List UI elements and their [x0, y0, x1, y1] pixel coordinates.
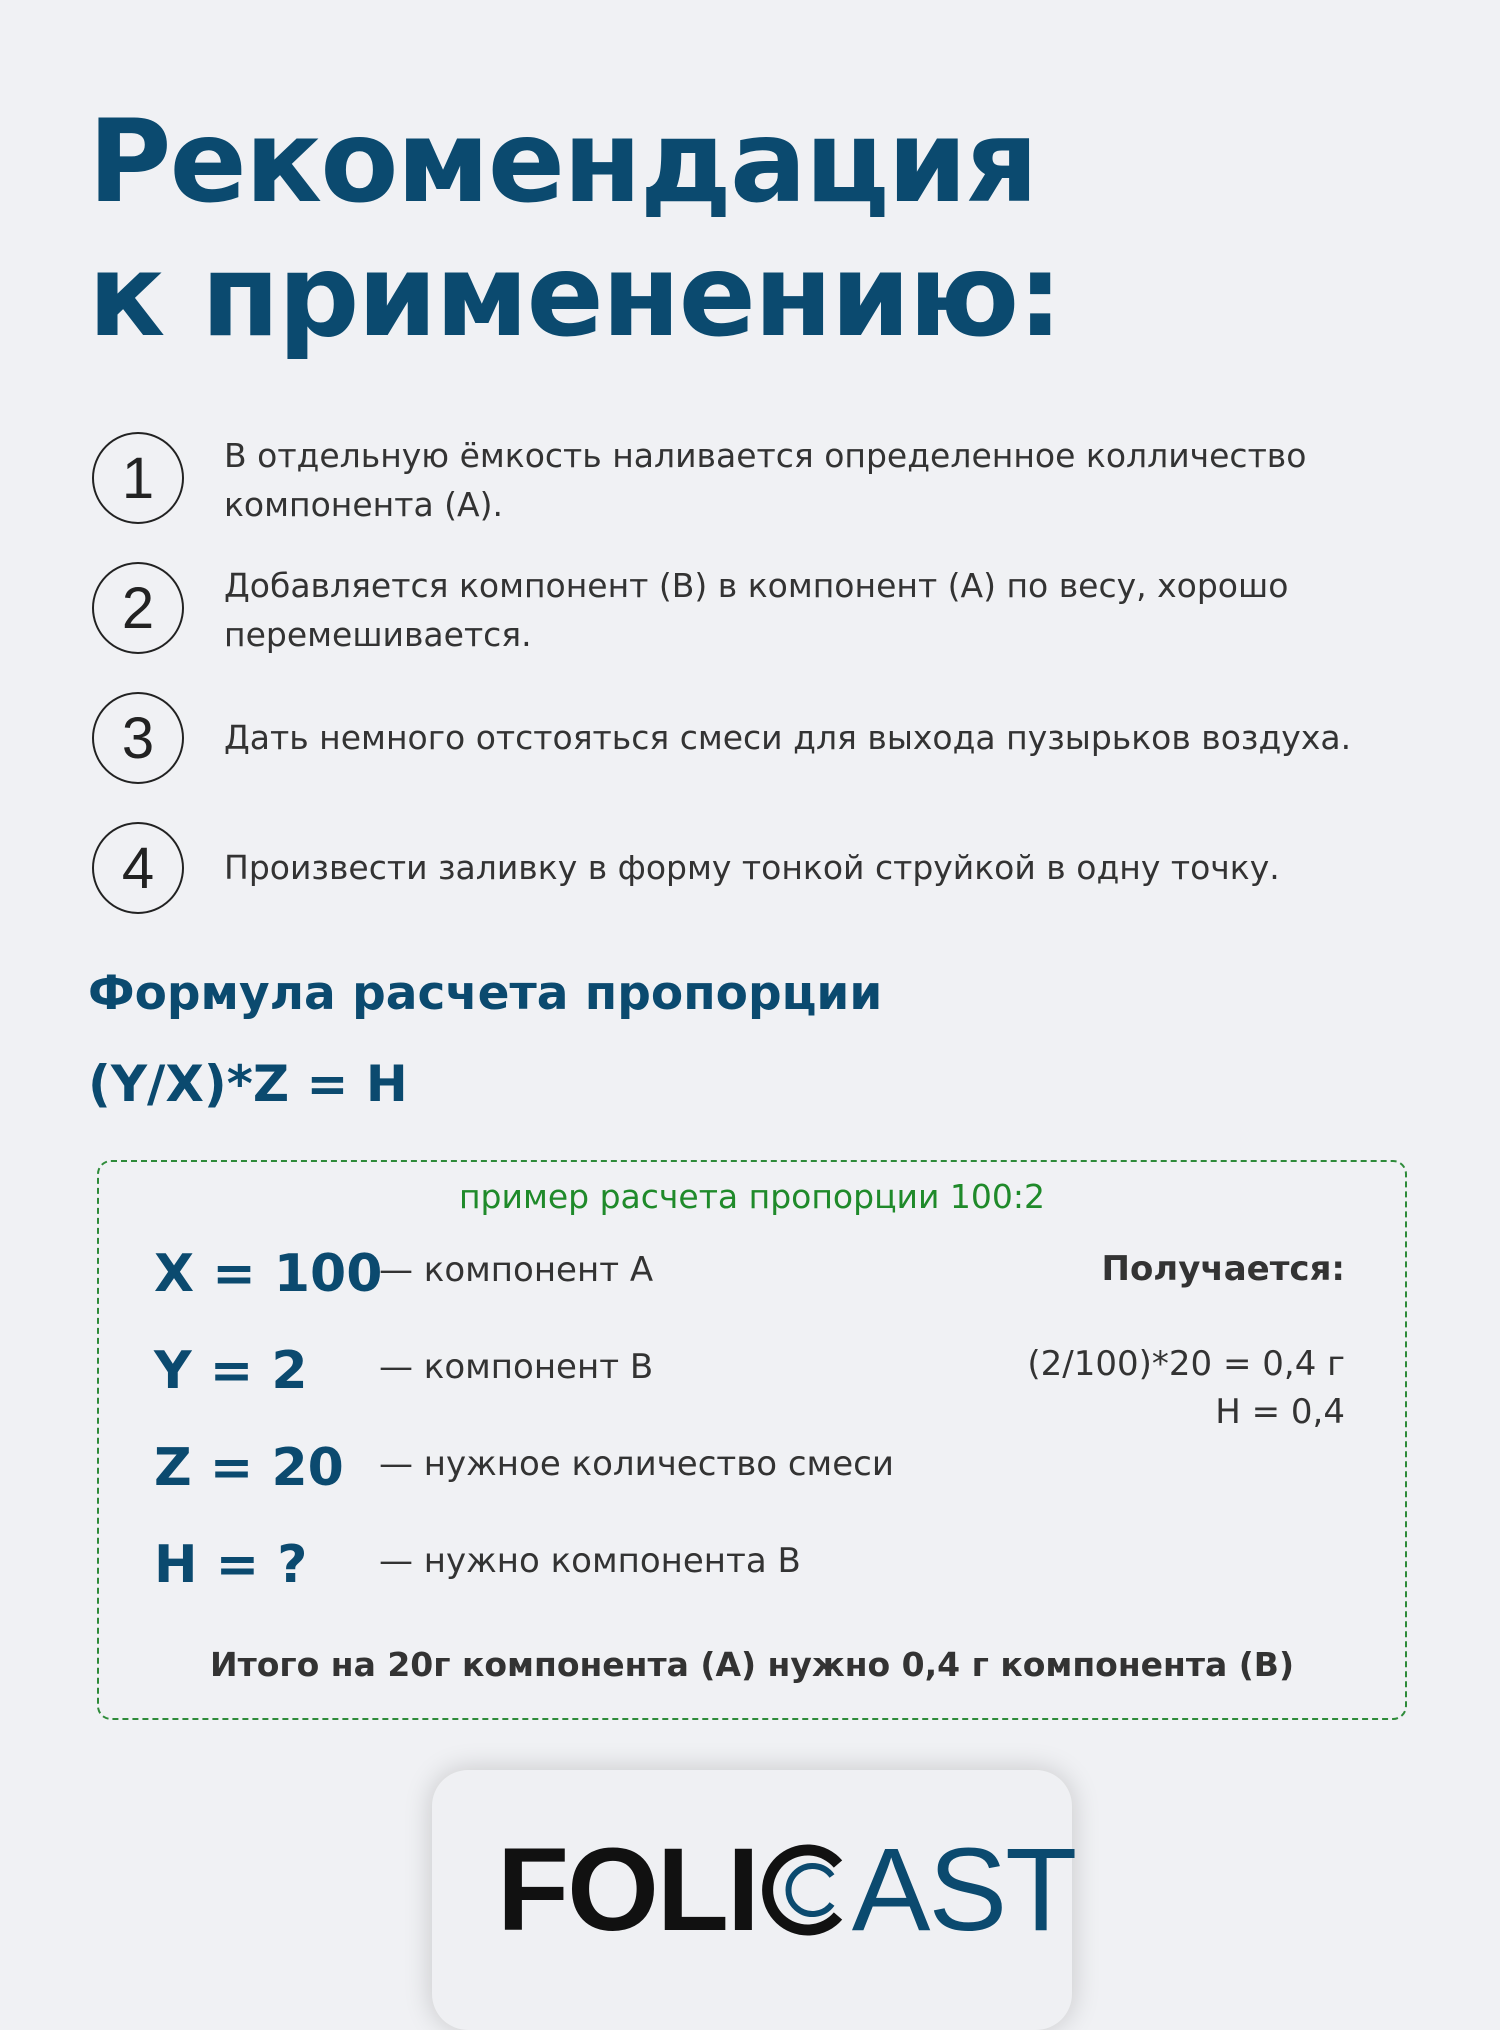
formula-heading: Формула расчета пропорции [88, 966, 883, 1021]
result-heading: Получается: [1101, 1249, 1345, 1289]
step-2 [92, 562, 1432, 658]
result-calculation: (2/100)*20 = 0,4 г [1027, 1344, 1345, 1384]
step-3 [92, 692, 1432, 788]
page-title-line-2: к применению: [88, 229, 1061, 362]
variable-h: H = ? [154, 1535, 308, 1595]
example-total: Итого на 20г компонента (А) нужно 0,4 г компонента (В) [209, 1645, 1295, 1684]
variable-y-description: — компонент В [379, 1347, 654, 1387]
step-number-badge: 1 [92, 432, 184, 524]
logo-text-part-2: AST [851, 1824, 1076, 1956]
logo-text-part-1: FOLI [497, 1824, 758, 1956]
step-number-badge: 2 [92, 562, 184, 654]
folicast-logo [497, 1824, 1076, 1956]
variable-y: Y = 2 [154, 1341, 308, 1401]
example-caption: пример расчета пропорции 100:2 [458, 1177, 1046, 1216]
variable-x-description: — компонент А [379, 1250, 654, 1290]
example-box [97, 1160, 1407, 1720]
logo-card [432, 1770, 1076, 2030]
step-number-badge: 3 [92, 692, 184, 784]
step-text: Дать немного отстояться смеси для выхода пузырьков воздуха. [224, 718, 1352, 757]
step-1 [92, 432, 1432, 528]
page-title-line-1: Рекомендация [88, 95, 1037, 228]
step-text: Добавляется компонент (В) в компонент (А) по весу, хорошо перемешивается. [224, 566, 1289, 654]
page-title [88, 95, 1061, 363]
logo-c-mark-icon [762, 1842, 854, 1938]
variable-x: X = 100 [154, 1244, 383, 1304]
step-text: В отдельную ёмкость наливается определенное колличество компонента (А). [224, 436, 1307, 524]
step-4 [92, 822, 1432, 918]
variable-z: Z = 20 [154, 1438, 344, 1498]
step-text: Произвести заливку в форму тонкой струйкой в одну точку. [224, 848, 1280, 887]
formula-expression: (Y/X)*Z = H [88, 1055, 408, 1113]
result-value: H = 0,4 [1215, 1392, 1345, 1432]
variable-h-description: — нужно компонента В [379, 1541, 801, 1581]
step-number-badge: 4 [92, 822, 184, 914]
variable-z-description: — нужное количество смеси [379, 1444, 894, 1484]
